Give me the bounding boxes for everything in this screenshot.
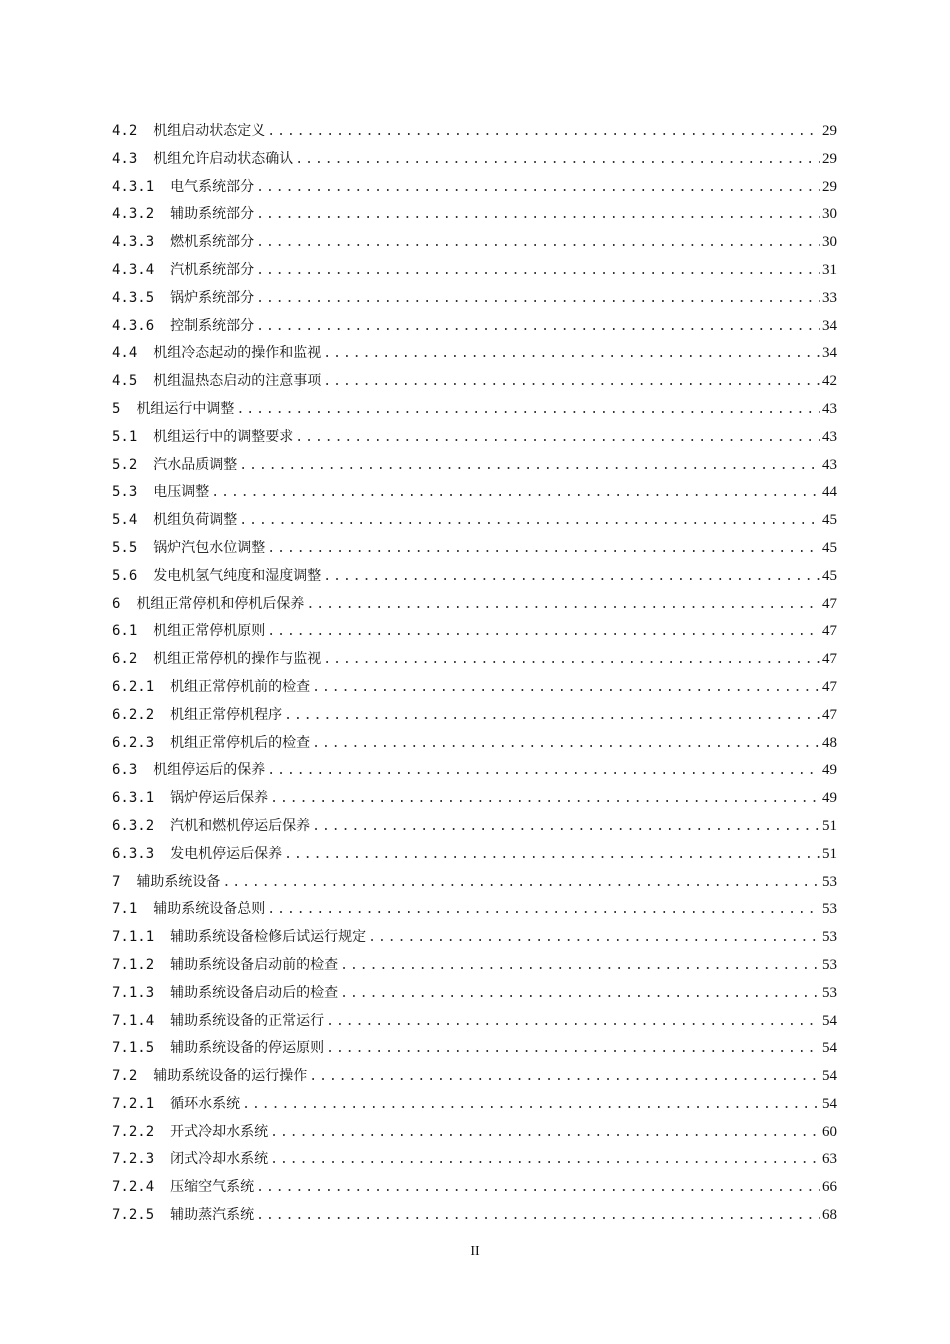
toc-entry-title: 机组运行中调整	[136, 400, 235, 417]
toc-leader-dots	[267, 535, 820, 563]
toc-entry[interactable]	[112, 452, 837, 480]
toc-entry[interactable]	[112, 507, 837, 535]
toc-entry-number: 4.3.1	[112, 178, 155, 195]
toc-entry[interactable]	[112, 563, 837, 591]
toc-leader-dots	[239, 507, 820, 535]
toc-entry[interactable]	[112, 869, 837, 897]
toc-entry-number: 5.4	[112, 512, 138, 529]
toc-entry-title: 机组运行中的调整要求	[153, 428, 294, 445]
toc-entry[interactable]	[112, 896, 837, 924]
toc-leader-dots	[284, 841, 820, 869]
toc-entry-page: 53	[822, 984, 837, 1001]
toc-leader-dots	[326, 1008, 820, 1036]
toc-entry-number: 7.2	[112, 1068, 138, 1085]
toc-leader-dots	[323, 368, 820, 396]
toc-entry-title: 控制系统部分	[170, 317, 255, 334]
toc-entry-page: 54	[822, 1095, 837, 1112]
toc-entry[interactable]	[112, 618, 837, 646]
toc-entry-number: 6.2.3	[112, 734, 155, 751]
toc-entry-page: 34	[822, 317, 837, 334]
toc-entry[interactable]	[112, 1008, 837, 1036]
toc-entry-title: 锅炉汽包水位调整	[153, 539, 266, 556]
toc-leader-dots	[270, 785, 820, 813]
toc-entry[interactable]	[112, 368, 837, 396]
toc-leader-dots	[239, 452, 820, 480]
toc-entry-number: 5.6	[112, 567, 138, 584]
toc-entry-title: 机组冷态起动的操作和监视	[153, 345, 322, 362]
toc-entry-number: 7.2.1	[112, 1095, 155, 1112]
toc-entry[interactable]	[112, 1119, 837, 1147]
toc-leader-dots	[270, 1119, 820, 1147]
toc-leader-dots	[256, 229, 820, 257]
toc-entry-page: 68	[822, 1207, 837, 1224]
toc-entry-title: 机组正常停机前的检查	[170, 678, 311, 695]
toc-leader-dots	[270, 1146, 820, 1174]
toc-entry-number: 7.1.2	[112, 956, 155, 973]
toc-leader-dots	[323, 340, 820, 368]
toc-entry-number: 6.2	[112, 651, 138, 668]
toc-entry[interactable]	[112, 1174, 837, 1202]
toc-entry-page: 54	[822, 1068, 837, 1085]
toc-entry[interactable]	[112, 646, 837, 674]
toc-entry-number: 7	[112, 873, 121, 890]
toc-entry-number: 7.1.3	[112, 984, 155, 1001]
toc-entry-number: 6	[112, 595, 121, 612]
toc-entry-page: 51	[822, 817, 837, 834]
toc-leader-dots	[236, 396, 820, 424]
toc-entry[interactable]	[112, 201, 837, 229]
toc-entry-title: 机组停运后的保养	[153, 762, 266, 779]
toc-entry-title: 发电机停运后保养	[170, 845, 283, 862]
toc-leader-dots	[295, 424, 820, 452]
toc-leader-dots	[284, 702, 820, 730]
toc-leader-dots	[340, 952, 820, 980]
toc-leader-dots	[309, 1063, 820, 1091]
toc-entry-page: 42	[822, 373, 837, 390]
toc-leader-dots	[368, 924, 820, 952]
toc-entry[interactable]	[112, 229, 837, 257]
toc-entry-title: 辅助系统设备启动前的检查	[170, 956, 339, 973]
toc-leader-dots	[323, 646, 820, 674]
toc-entry-number: 5.1	[112, 428, 138, 445]
table-of-contents	[112, 118, 837, 1230]
toc-entry[interactable]	[112, 702, 837, 730]
toc-leader-dots	[267, 896, 820, 924]
toc-entry[interactable]	[112, 674, 837, 702]
toc-entry[interactable]	[112, 952, 837, 980]
toc-entry-number: 7.1.5	[112, 1040, 155, 1057]
toc-entry-number: 7.1	[112, 901, 138, 918]
toc-entry-number: 4.3.5	[112, 289, 155, 306]
toc-entry[interactable]	[112, 924, 837, 952]
toc-entry-page: 45	[822, 539, 837, 556]
toc-entry-title: 汽机和燃机停运后保养	[170, 817, 311, 834]
toc-entry-title: 机组正常停机的操作与监视	[153, 651, 322, 668]
toc-entry-title: 燃机系统部分	[170, 234, 255, 251]
toc-entry-title: 辅助系统设备的停运原则	[170, 1040, 325, 1057]
toc-entry-title: 辅助系统设备	[136, 873, 221, 890]
toc-entry-title: 电气系统部分	[170, 178, 255, 195]
toc-entry[interactable]	[112, 1063, 837, 1091]
toc-leader-dots	[312, 730, 820, 758]
toc-entry-number: 6.2.2	[112, 706, 155, 723]
toc-entry-page: 43	[822, 456, 837, 473]
toc-entry-number: 7.2.4	[112, 1179, 155, 1196]
toc-entry-title: 辅助系统设备的正常运行	[170, 1012, 325, 1029]
toc-entry-number: 4.5	[112, 373, 138, 390]
toc-entry-title: 机组正常停机后的检查	[170, 734, 311, 751]
toc-entry-number: 6.3.2	[112, 817, 155, 834]
toc-entry-title: 压缩空气系统	[170, 1179, 255, 1196]
toc-entry-page: 29	[822, 150, 837, 167]
toc-leader-dots	[256, 1174, 820, 1202]
toc-leader-dots	[256, 201, 820, 229]
toc-entry-page: 53	[822, 901, 837, 918]
toc-entry-page: 54	[822, 1040, 837, 1057]
toc-entry-title: 开式冷却水系统	[170, 1123, 269, 1140]
toc-entry[interactable]	[112, 1091, 837, 1119]
toc-leader-dots	[326, 1035, 820, 1063]
toc-entry[interactable]	[112, 340, 837, 368]
toc-entry-page: 33	[822, 289, 837, 306]
toc-leader-dots	[256, 174, 820, 202]
toc-leader-dots	[306, 591, 820, 619]
toc-entry-page: 54	[822, 1012, 837, 1029]
toc-entry-page: 30	[822, 234, 837, 251]
toc-entry[interactable]	[112, 313, 837, 341]
toc-entry-title: 辅助蒸汽系统	[170, 1207, 255, 1224]
toc-entry[interactable]	[112, 118, 837, 146]
toc-entry-number: 5.5	[112, 539, 138, 556]
toc-entry-number: 6.3	[112, 762, 138, 779]
toc-entry-page: 30	[822, 206, 837, 223]
toc-leader-dots	[256, 313, 820, 341]
toc-entry[interactable]	[112, 785, 837, 813]
toc-entry[interactable]	[112, 1202, 837, 1230]
toc-entry-page: 47	[822, 623, 837, 640]
toc-entry-number: 5	[112, 400, 121, 417]
toc-entry-page: 66	[822, 1179, 837, 1196]
toc-entry-number: 4.2	[112, 123, 138, 139]
toc-entry-page: 53	[822, 956, 837, 973]
toc-entry-page: 29	[822, 123, 837, 139]
toc-entry-title: 辅助系统设备检修后试运行规定	[170, 929, 367, 946]
toc-leader-dots	[267, 118, 820, 146]
toc-leader-dots	[295, 146, 820, 174]
toc-entry-page: 43	[822, 428, 837, 445]
toc-entry-page: 31	[822, 261, 837, 278]
toc-entry[interactable]	[112, 1146, 837, 1174]
toc-entry-page: 47	[822, 706, 837, 723]
toc-entry[interactable]	[112, 980, 837, 1008]
toc-entry-title: 机组正常停机原则	[153, 623, 266, 640]
toc-entry-number: 4.3	[112, 150, 138, 167]
toc-leader-dots	[267, 618, 820, 646]
toc-entry-title: 锅炉停运后保养	[170, 790, 269, 807]
toc-leader-dots	[242, 1091, 820, 1119]
toc-entry[interactable]	[112, 285, 837, 313]
toc-entry-title: 辅助系统部分	[170, 206, 255, 223]
toc-leader-dots	[222, 869, 820, 897]
toc-leader-dots	[256, 285, 820, 313]
toc-entry-title: 锅炉系统部分	[170, 289, 255, 306]
toc-entry-number: 5.2	[112, 456, 138, 473]
toc-leader-dots	[211, 479, 820, 507]
toc-leader-dots	[340, 980, 820, 1008]
toc-entry-number: 5.3	[112, 484, 138, 501]
toc-entry-number: 7.1.1	[112, 929, 155, 946]
toc-leader-dots	[312, 813, 820, 841]
toc-entry-page: 29	[822, 178, 837, 195]
toc-entry-page: 47	[822, 651, 837, 668]
toc-entry-page: 60	[822, 1123, 837, 1140]
toc-entry[interactable]	[112, 424, 837, 452]
toc-entry-number: 6.3.3	[112, 845, 155, 862]
toc-entry-number: 4.3.3	[112, 234, 155, 251]
toc-entry[interactable]	[112, 257, 837, 285]
toc-entry-title: 机组启动状态定义	[153, 123, 266, 139]
toc-entry-page: 47	[822, 678, 837, 695]
toc-entry-title: 机组负荷调整	[153, 512, 238, 529]
toc-entry-number: 6.2.1	[112, 678, 155, 695]
toc-leader-dots	[256, 1202, 820, 1230]
toc-entry[interactable]	[112, 146, 837, 174]
toc-leader-dots	[323, 563, 820, 591]
toc-entry-title: 电压调整	[153, 484, 210, 501]
toc-entry-title: 机组允许启动状态确认	[153, 150, 294, 167]
page-footer-number: II	[470, 1244, 480, 1259]
toc-entry[interactable]	[112, 591, 837, 619]
toc-entry-title: 辅助系统设备总则	[153, 901, 266, 918]
toc-entry-title: 汽水品质调整	[153, 456, 238, 473]
toc-entry-page: 48	[822, 734, 837, 751]
toc-entry-page: 44	[822, 484, 837, 501]
toc-entry-number: 7.2.5	[112, 1207, 155, 1224]
toc-entry-page: 34	[822, 345, 837, 362]
toc-entry[interactable]	[112, 841, 837, 869]
toc-entry-title: 机组正常停机程序	[170, 706, 283, 723]
toc-entry-number: 4.4	[112, 345, 138, 362]
toc-entry-number: 6.1	[112, 623, 138, 640]
toc-entry-title: 机组正常停机和停机后保养	[136, 595, 305, 612]
toc-entry-page: 43	[822, 400, 837, 417]
toc-entry-number: 6.3.1	[112, 790, 155, 807]
toc-entry-page: 63	[822, 1151, 837, 1168]
toc-entry-page: 51	[822, 845, 837, 862]
toc-entry-page: 53	[822, 929, 837, 946]
toc-entry-page: 49	[822, 790, 837, 807]
toc-leader-dots	[267, 757, 820, 785]
toc-entry-page: 45	[822, 567, 837, 584]
toc-entry[interactable]	[112, 174, 837, 202]
toc-entry-number: 4.3.4	[112, 261, 155, 278]
toc-entry-title: 汽机系统部分	[170, 261, 255, 278]
toc-entry-title: 机组温热态启动的注意事项	[153, 373, 322, 390]
toc-leader-dots	[312, 674, 820, 702]
toc-entry-page: 49	[822, 762, 837, 779]
toc-entry[interactable]	[112, 757, 837, 785]
toc-entry[interactable]	[112, 396, 837, 424]
toc-entry-page: 47	[822, 595, 837, 612]
toc-entry-number: 7.2.3	[112, 1151, 155, 1168]
toc-entry-title: 辅助系统设备启动后的检查	[170, 984, 339, 1001]
toc-entry[interactable]	[112, 730, 837, 758]
toc-entry-title: 辅助系统设备的运行操作	[153, 1068, 308, 1085]
toc-entry[interactable]	[112, 535, 837, 563]
toc-entry-number: 4.3.6	[112, 317, 155, 334]
toc-entry-title: 闭式冷却水系统	[170, 1151, 269, 1168]
toc-entry-title: 发电机氢气纯度和湿度调整	[153, 567, 322, 584]
toc-entry-page: 45	[822, 512, 837, 529]
toc-entry[interactable]	[112, 479, 837, 507]
toc-leader-dots	[256, 257, 820, 285]
toc-entry-number: 7.1.4	[112, 1012, 155, 1029]
toc-entry[interactable]	[112, 813, 837, 841]
toc-entry-page: 53	[822, 873, 837, 890]
toc-entry-number: 4.3.2	[112, 206, 155, 223]
toc-entry-title: 循环水系统	[170, 1095, 241, 1112]
toc-entry-number: 7.2.2	[112, 1123, 155, 1140]
toc-entry[interactable]	[112, 1035, 837, 1063]
